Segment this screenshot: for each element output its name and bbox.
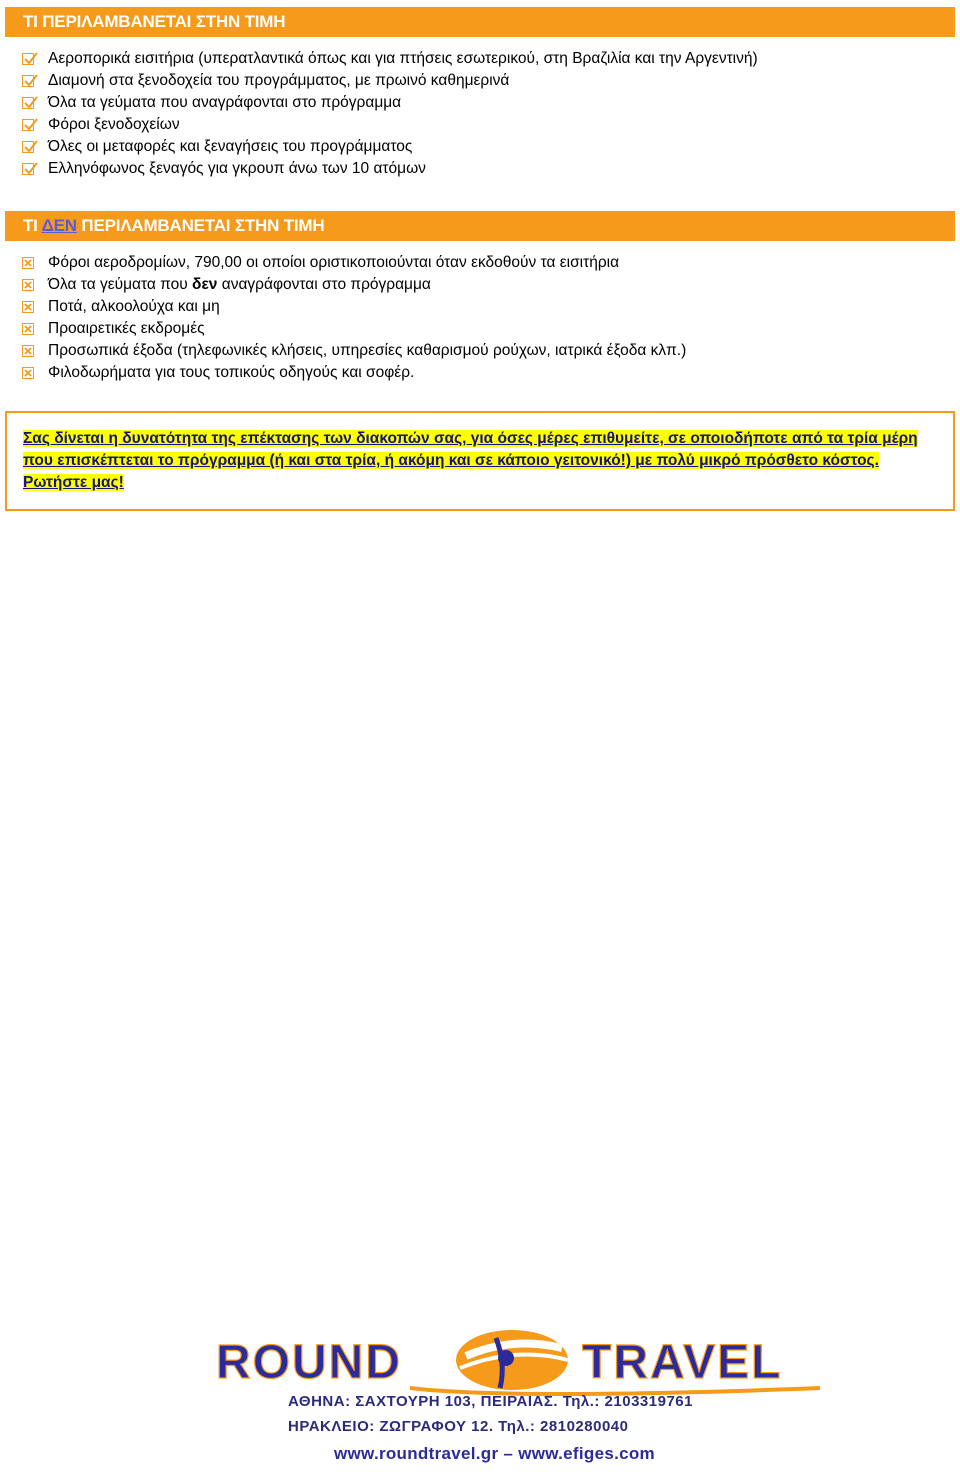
list-item: [22, 92, 758, 114]
cross-box-icon: [22, 301, 34, 313]
item-text-bold: δεν: [192, 276, 218, 293]
list-item-text: Όλα τα γεύματα που αναγράφονται στο πρόγραμμα: [48, 94, 402, 111]
check-box-icon: [22, 141, 34, 153]
excluded-banner: [5, 211, 955, 241]
list-item-text: Ελληνόφωνος ξεναγός για γκρουπ άνω των 10 ατόμων: [48, 160, 426, 177]
cross-box-icon: [22, 345, 34, 357]
logo-word-round: ROUND: [216, 1336, 402, 1389]
excluded-title-pre: ΤΙ: [23, 216, 42, 235]
cross-box-icon: [22, 257, 34, 269]
list-item: [22, 70, 758, 92]
list-item-text: Φιλοδωρήματα για τους τοπικούς οδηγούς και σοφέρ.: [48, 364, 415, 381]
check-box-icon: [22, 75, 34, 87]
excluded-list: [22, 252, 686, 384]
list-item-text: Φόροι αεροδρομίων, 790,00 οι οποίοι οριστικοποιούνται όταν εκδοθούν τα εισιτήρια: [48, 254, 620, 271]
athens-address: ΑΘΗΝΑ: ΣΑΧΤΟΥΡΗ 103, ΠΕΙΡΑΙΑΣ. Τηλ.: 2103319761: [288, 1393, 693, 1410]
list-item: [22, 296, 686, 318]
included-banner: [5, 7, 955, 37]
list-item: [22, 158, 758, 180]
list-item: [22, 318, 686, 340]
website-links: www.roundtravel.gr – www.efiges.com: [334, 1444, 655, 1463]
item-text-pre: Όλα τα γεύματα που: [48, 276, 193, 293]
list-item-text: Προαιρετικές εκδρομές: [48, 320, 205, 337]
list-item: [22, 274, 686, 296]
check-box-icon: [22, 119, 34, 131]
check-box-icon: [22, 97, 34, 109]
cross-box-icon: [22, 367, 34, 379]
list-item: [22, 136, 758, 158]
excluded-title-accent: ΔΕΝ: [41, 216, 77, 235]
included-title: ΤΙ ΠΕΡΙΛΑΜΒΑΝΕΤΑΙ ΣΤΗΝ ΤΙΜΗ: [23, 12, 286, 31]
excluded-title-post: ΠΕΡΙΛΑΜΒΑΝΕΤΑΙ ΣΤΗΝ ΤΙΜΗ: [76, 216, 325, 235]
extension-notice: [5, 411, 955, 511]
logo-word-travel: TRAVEL: [582, 1336, 783, 1389]
check-box-icon: [22, 163, 34, 175]
list-item-text: Προσωπικά έξοδα (τηλεφωνικές κλήσεις, υπηρεσίες καθαρισμού ρούχων, ιατρικά έξοδα κλπ.): [48, 342, 687, 359]
list-item-text: [48, 274, 431, 296]
list-item-text: Φόροι ξενοδοχείων: [48, 116, 180, 133]
list-item: [22, 114, 758, 136]
cross-box-icon: [22, 323, 34, 335]
list-item: [22, 362, 686, 384]
list-item-text: Διαμονή στα ξενοδοχεία του προγράμματος, με πρωινό καθημερινά: [48, 72, 510, 89]
list-item: [22, 340, 686, 362]
item-text-post: αναγράφονται στο πρόγραμμα: [217, 276, 431, 293]
list-item-text: Όλες οι μεταφορές και ξεναγήσεις του προγράμματος: [48, 138, 413, 155]
included-list: [22, 48, 758, 180]
check-box-icon: [22, 53, 34, 65]
heraklion-address: ΗΡΑΚΛΕΙΟ: ΖΩΓΡΑΦΟΥ 12. Τηλ.: 2810280040: [288, 1418, 629, 1435]
list-item-text: Ποτά, αλκοολούχα και μη: [48, 298, 220, 315]
notice-text: Σας δίνεται η δυνατότητα της επέκτασης των διακοπών σας, για όσες μέρες επιθυμείτε, σε οποιοδήποτε από τα τρία μέρη που επισκέπτεται το πρόγραμμα (ή και στα τρία, ή ακόμη και σε κάποιο γειτονικό!) με πολύ μικρό πρόσθετο κόστος. Ρωτήστε μας!: [23, 430, 918, 491]
cross-box-icon: [22, 279, 34, 291]
list-item-text: Αεροπορικά εισιτήρια (υπερατλαντικά όπως και για πτήσεις εσωτερικού, στη Βραζιλία και την Αργεντινή): [48, 50, 758, 67]
list-item: [22, 252, 686, 274]
list-item: [22, 48, 758, 70]
